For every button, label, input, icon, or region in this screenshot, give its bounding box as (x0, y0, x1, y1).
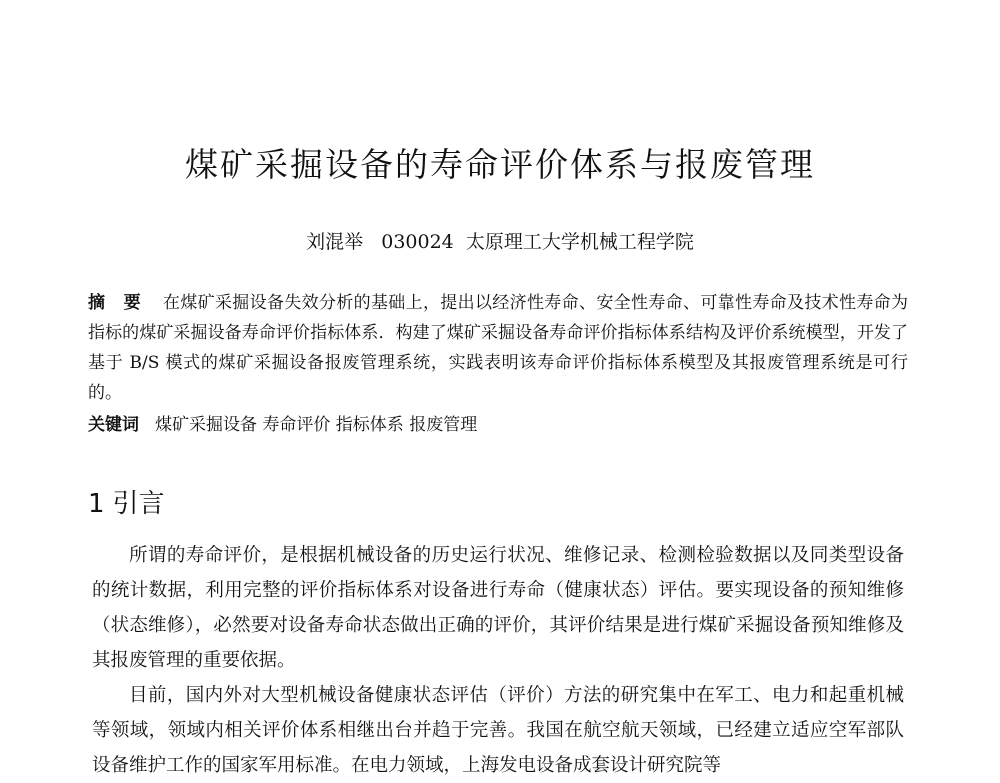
section-number: 1 (88, 489, 105, 519)
section-body (92, 538, 904, 783)
keywords (88, 410, 908, 440)
paper-title: 煤矿采掘设备的寿命评价体系与报废管理 (185, 145, 815, 184)
body-paragraph: 目前，国内外对大型机械设备健康状态评估（评价）方法的研究集中在军工、电力和起重机械等领域，领域内相关评价体系相继出台并趋于完善。我国在航空航天领域，已经建立适应空军部队设备维护工作的国家军用标准。在电力领域，上海发电设备成套设计研究院等 (92, 685, 904, 776)
abstract (88, 288, 908, 408)
author-affiliation: 刘混举 030024 太原理工大学机械工程学院 (306, 231, 694, 253)
abstract-label: 摘 要 (88, 293, 147, 313)
section-heading (88, 486, 165, 522)
body-paragraph: 所谓的寿命评价，是根据机械设备的历史运行状况、维修记录、检测检验数据以及同类型设备的统计数据，利用完整的评价指标体系对设备进行寿命（健康状态）评估。要实现设备的预知维修（状态维修），必然要对设备寿命状态做出正确的评价，其评价结果是进行煤矿采掘设备预知维修及其报废管理的重要依据。 (92, 545, 904, 671)
abstract-text: 在煤矿采掘设备失效分析的基础上，提出以经济性寿命、安全性寿命、可靠性寿命及技术性寿命为指标的煤矿采掘设备寿命评价指标体系．构建了煤矿采掘设备寿命评价指标体系结构及评价系统模型，开发了基于 B/S 模式的煤矿采掘设备报废管理系统，实践表明该寿命评价指标体系模型及其报废管理系统是可行的。 (88, 293, 909, 403)
keywords-text: 煤矿采掘设备 寿命评价 指标体系 报废管理 (155, 415, 478, 435)
keywords-label: 关键词 (88, 415, 139, 435)
section-title: 引言 (112, 489, 165, 519)
